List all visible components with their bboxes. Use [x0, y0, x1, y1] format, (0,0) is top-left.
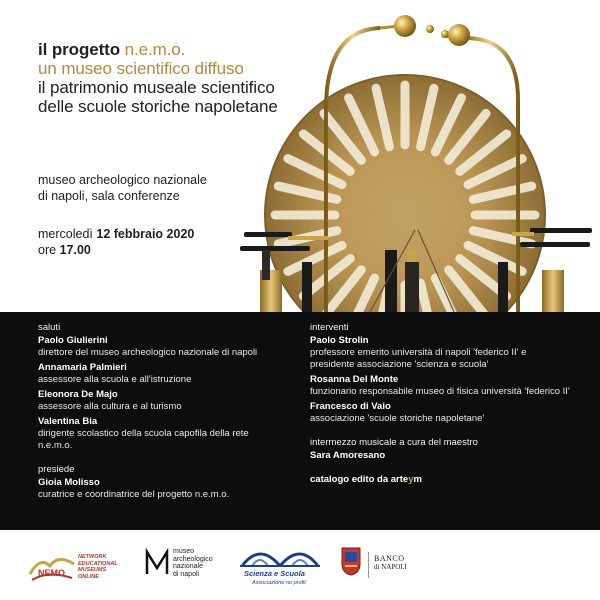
time-prefix: ore: [38, 243, 57, 257]
program-left-column: [38, 322, 308, 504]
title-block: [38, 40, 338, 116]
speaker-role: professore emerito università di napoli 'federico II' e presidente associazione 'scienza e scuola': [310, 347, 527, 370]
mann-line-2: archeologico: [173, 555, 213, 563]
right-brass-ball: [448, 24, 470, 46]
weekday: mercoledì: [38, 227, 93, 241]
event-date: 12 febbraio 2020: [96, 227, 195, 241]
chair-name: Gioia Molisso: [38, 477, 100, 488]
crest-icon: [340, 546, 362, 576]
speaker-role: direttore del museo archeologico nazionale di napoli: [38, 347, 258, 358]
scienza-scuola-logo: [238, 542, 322, 590]
speaker-role: dirigente scolastico della scuola capofila della rete n.e.m.o.: [38, 428, 249, 451]
project-label: il progetto: [38, 40, 120, 59]
nemo-line-3: MUSEUMS: [78, 567, 107, 573]
nemo-line-2: EDUCATIONAL: [78, 560, 118, 567]
mann-mark-icon: [145, 548, 169, 576]
venue-line-1: museo archeologico nazionale: [38, 173, 207, 187]
time-line: [38, 242, 194, 258]
speaker-name: Paolo Giulierini: [38, 335, 108, 346]
intermezzo-label: intermezzo musicale a cura del maestro: [310, 437, 478, 448]
mann-line-3: nazionale: [173, 563, 203, 570]
speaker-role: associazione 'scuole storiche napoletane': [310, 413, 485, 424]
left-brass-ball: [394, 15, 416, 37]
catalog-credit: catalogo edito da arteym: [310, 474, 422, 485]
mann-line-4: di napoli: [173, 570, 200, 578]
banco-line-2: di NAPOLI: [374, 563, 407, 571]
speaker-name: Francesco di Vaio: [310, 401, 391, 412]
title-line-3: il patrimonio museale scientifico: [38, 78, 275, 97]
title-line-2: un museo scientifico diffuso: [38, 59, 244, 78]
mann-line-1: museo: [173, 548, 195, 555]
interventi-label: interventi: [310, 322, 349, 333]
nemo-mark-icon: [28, 550, 76, 586]
speaker-name: Rosanna Del Monte: [310, 374, 399, 385]
speaker-name: Paolo Strolin: [310, 335, 369, 346]
program-right-column: [310, 322, 590, 485]
mann-logo: [145, 546, 235, 586]
banco-di-napoli-logo: [340, 546, 410, 586]
svg-text:NEMO: NEMO: [38, 568, 65, 578]
project-name: n.e.m.o.: [124, 40, 186, 59]
speaker-role: assessore alla cultura e al turismo: [38, 401, 182, 412]
scienza-title: Scienza e Scuola: [244, 569, 305, 578]
presiede-label: presiede: [38, 464, 75, 475]
saluti-label: saluti: [38, 322, 61, 333]
nemo-logo: [28, 548, 128, 588]
speaker-name: Valentina Bia: [38, 416, 98, 427]
title-line-4: delle scuole storiche napoletane: [38, 97, 278, 116]
title-line-1: [38, 40, 338, 59]
chair-role: curatrice e coordinatrice del progetto n.e.m.o.: [38, 489, 230, 500]
venue-block: [38, 172, 207, 204]
speaker-name: Annamaria Palmieri: [38, 362, 127, 373]
speaker-name: Eleonora De Majo: [38, 389, 118, 400]
date-line: [38, 226, 194, 242]
nemo-line-1: NETWORK: [78, 554, 107, 560]
bridge-arches-icon: [238, 542, 322, 568]
scienza-subtitle: Associazione no profit: [252, 580, 306, 586]
program-band: [0, 312, 600, 530]
venue-line-2: di napoli, sala conferenze: [38, 189, 180, 203]
catalog-text: catalogo edito da arte: [310, 474, 409, 485]
musician-name: Sara Amoresano: [310, 450, 386, 461]
event-time: 17.00: [59, 243, 91, 257]
speaker-role: funzionario responsabile museo di fisica università 'federico II': [310, 386, 570, 397]
speaker-role: assessore alla scuola e all'istruzione: [38, 374, 192, 385]
partner-logos: [0, 530, 600, 600]
catalog-suffix: m: [413, 474, 422, 485]
nemo-line-4: ONLINE: [78, 573, 99, 580]
banco-line-1: BANCO: [374, 554, 405, 563]
datetime-block: [38, 226, 194, 258]
